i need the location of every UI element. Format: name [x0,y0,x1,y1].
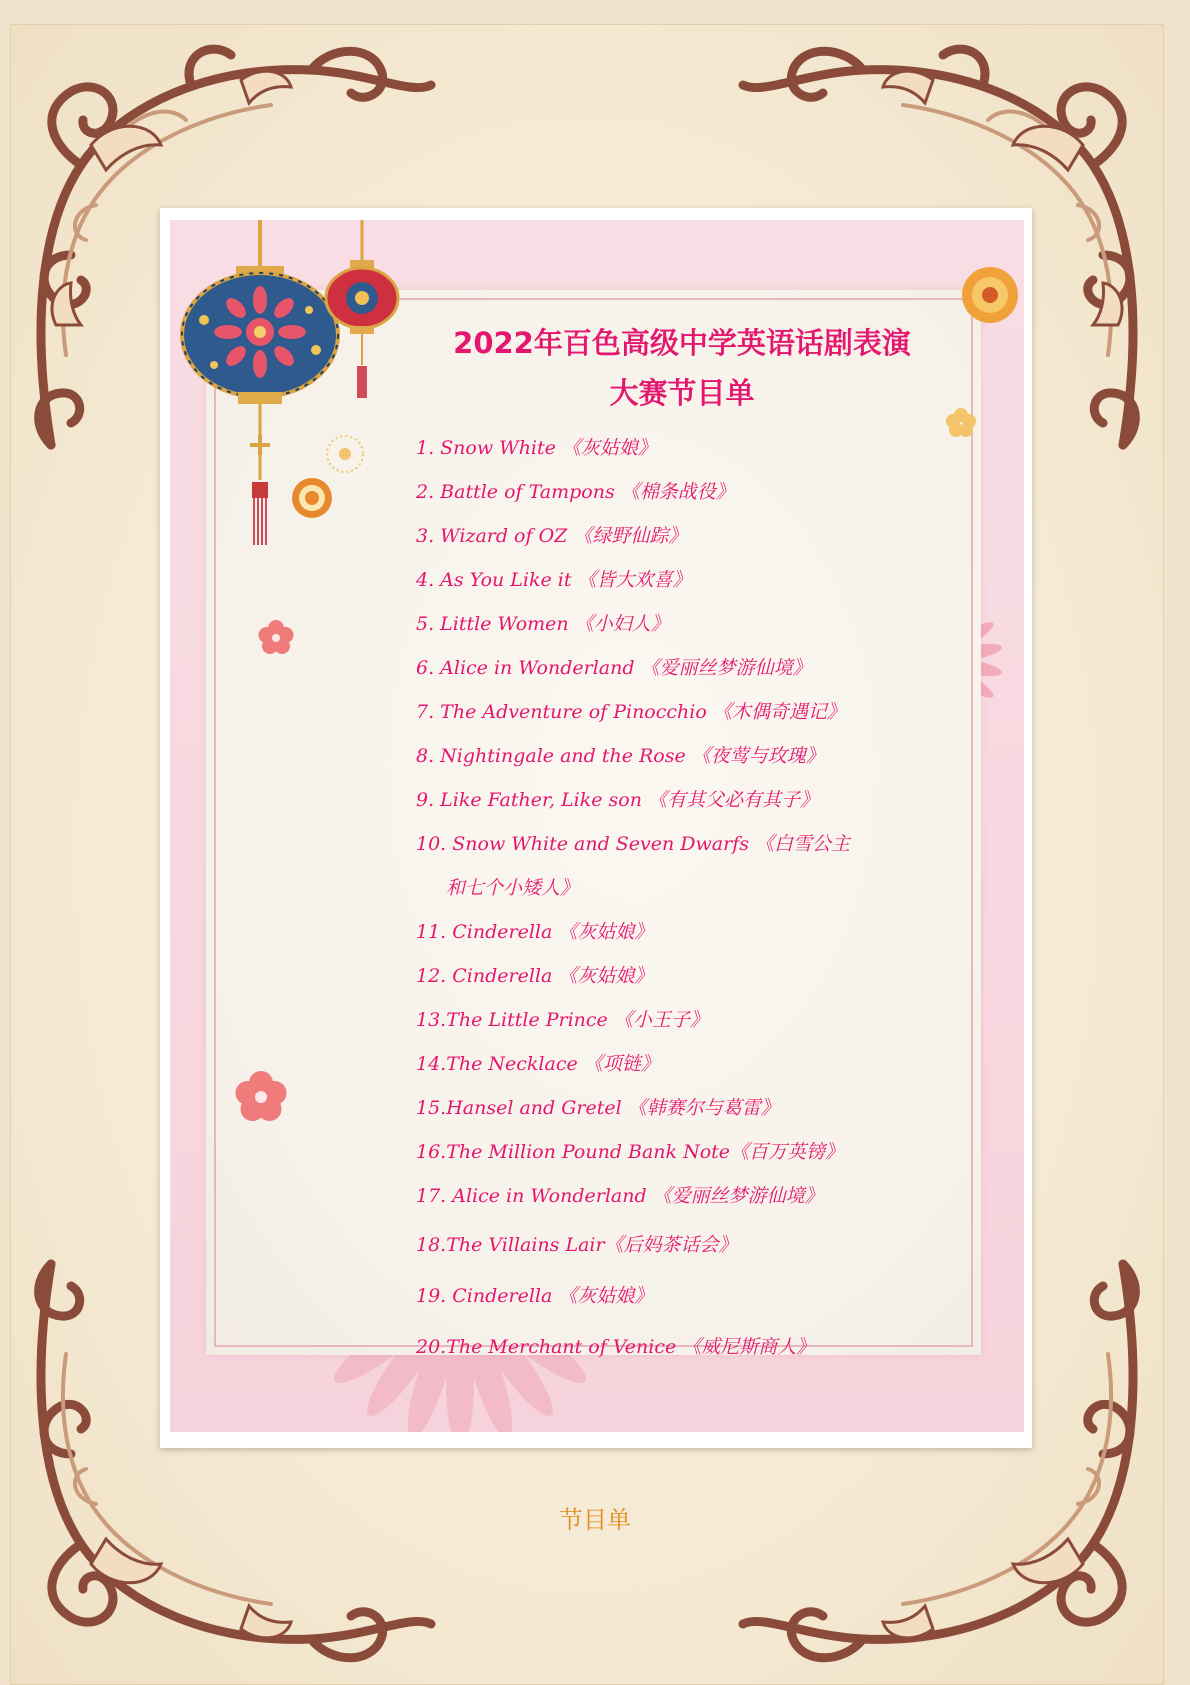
list-item: 8. Nightingale and the Rose 《夜莺与玫瑰》 [416,745,825,767]
list-item: 10. Snow White and Seven Dwarfs 《白雪公主 [416,833,851,855]
plum-blossom-icon [232,1068,290,1126]
list-item: 19. Cinderella 《灰姑娘》 [416,1285,654,1307]
title-line-1: 2022年百色高级中学英语话剧表演 [453,326,911,360]
list-item: 17. Alice in Wonderland 《爱丽丝梦游仙境》 [416,1185,824,1207]
sunburst-flower-icon [290,476,334,520]
list-item: 11. Cinderella 《灰姑娘》 [416,921,654,943]
list-item: 20.The Merchant of Venice 《威尼斯商人》 [416,1336,816,1358]
program-poster [160,208,1032,1448]
list-item: 6. Alice in Wonderland 《爱丽丝梦游仙境》 [416,657,812,679]
title-line-2: 大赛节目单 [609,376,755,410]
list-item: 1. Snow White 《灰姑娘》 [416,437,657,459]
list-item: 18.The Villains Lair《后妈茶话会》 [416,1234,738,1256]
program-list [416,426,976,1369]
plum-blossom-icon [256,618,296,658]
list-item: 3. Wizard of OZ 《绿野仙踪》 [416,525,688,547]
list-item: 13.The Little Prince 《小王子》 [416,1009,709,1031]
poster-background [170,220,1024,1432]
list-item: 7. The Adventure of Pinocchio 《木偶奇遇记》 [416,701,846,723]
list-item: 2. Battle of Tampons 《棉条战役》 [416,481,735,503]
list-item: 9. Like Father, Like son 《有其父必有其子》 [416,789,820,811]
footer-label: 节目单 [559,1506,631,1534]
list-item-continuation: 和七个小矮人》 [446,877,580,899]
lantern-icon [322,220,402,400]
sunburst-flower-icon [325,434,365,474]
sunburst-flower-icon [960,260,1020,330]
list-item: 14.The Necklace 《项链》 [416,1053,660,1075]
list-item: 16.The Million Pound Bank Note《百万英镑》 [416,1141,845,1163]
page-title [402,318,962,418]
list-item: 12. Cinderella 《灰姑娘》 [416,965,654,987]
list-item: 15.Hansel and Gretel 《韩赛尔与葛雷》 [416,1097,780,1119]
list-item: 5. Little Women 《小妇人》 [416,613,670,635]
list-item: 4. As You Like it 《皆大欢喜》 [416,569,692,591]
